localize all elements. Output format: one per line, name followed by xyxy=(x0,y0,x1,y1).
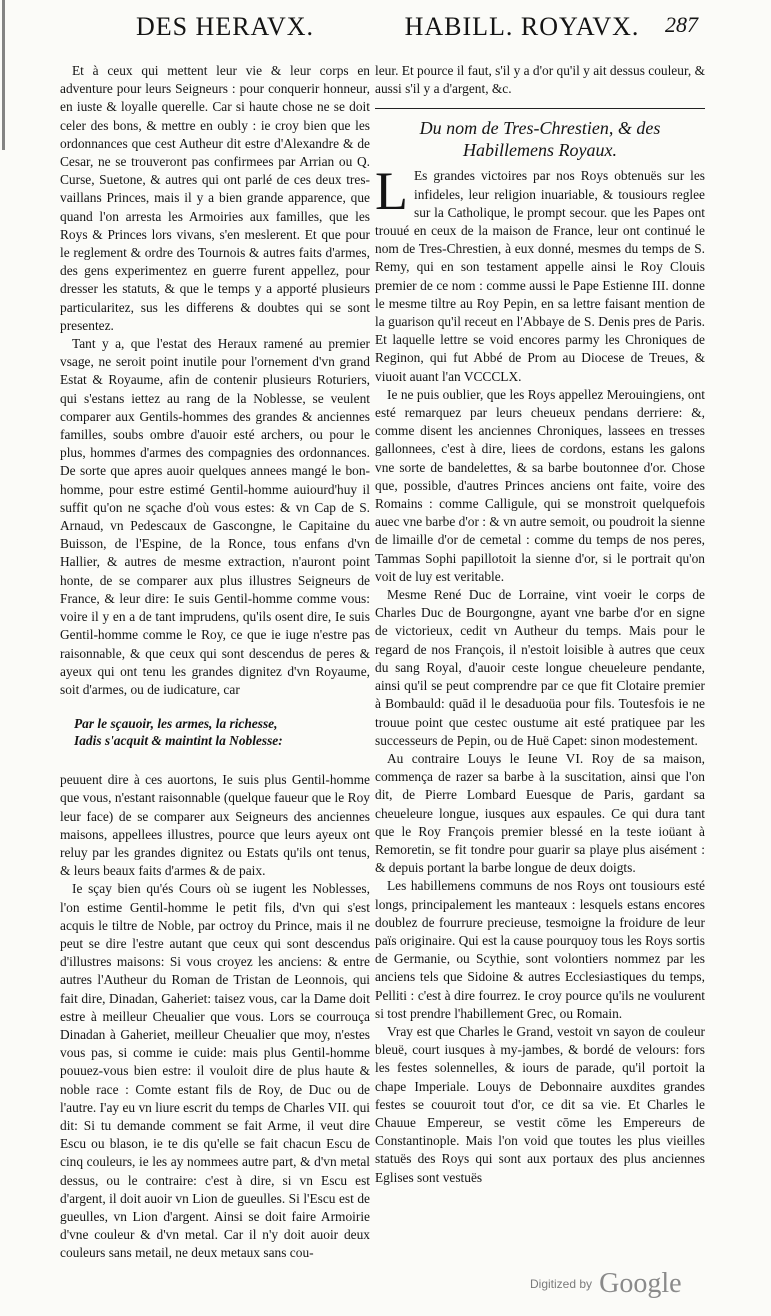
verse-line: Par le sçauoir, les armes, la richesse, xyxy=(74,716,278,732)
google-logo: Google xyxy=(599,1268,682,1299)
paragraph: Au contraire Louys le Ieune VI. Roy de sa maison, commença de razer sa barbe à la suscitation, ainsi que l'on dit, de Pierre Lombard Euesque de Paris, gardant sa cheueleure longue, iusques aux espaules. Ce qui dura tant que le Roy François premier blessé en la teste ioüant à Remoretin, se fit tondre pour guarir sa playe plus aisément : & depuis portant la barbe longue de deux doigts. xyxy=(375,750,705,876)
paragraph: Mesme René Duc de Lorraine, vint voeir le corps de Charles Duc de Bourgongne, ayant vne barbe d'or en signe de victorieux, cedit vn Autheur du temps. Mais pour le regard de nos François, il n'estoit loisible à autres que ceux du sang Royal, d'auoir ceste longue cheueleure pendante, ainsi qu'il se peut comprendre par ce que fit Clotaire premier à Bombauld: quād il le desaduoüa pour fils. Toutesfois ie ne trouue point que cestec oustume ait esté pratiquee par les successeurs de Pepin, ou de Huë Capet: sinon modestement. xyxy=(375,587,705,748)
opening-paragraph-text: Es grandes victoires par nos Roys obtenuës sur les infideles, leur religion inuariable, & tousiours reglee sur la Catholique, le prompt secour. que les Papes ont trouué en ceux de la maison de France, leur ont continué le nom de Tres-Chrestien, à eux donné, mesmes du temps de S. Remy, qui en son testament appelle ainsi le Roy Clouis premier de ce nom : comme aussi le Pape Estienne III. donne le mesme tiltre au Roy Pepin, en sa lettre faisant mention de la guarison qu'il receut en l'Abbaye de S. Denis pres de Paris. Et laquelle lettre se void encores parmy les Chroniques de Reginon, qui fut Abbé de Prom au Diocese de Treues, & viuoit auant l'an VCCCLX. xyxy=(375,168,705,384)
watermark-prefix: Digitized by xyxy=(530,1277,593,1291)
paragraph: Tant y a, que l'estat des Heraux ramené au premier vsage, ne seroit point inutile pour l'ornement d'vn grand Estat & Royaume, afin de contenir plusieurs Roturiers, qui s'estans iettez au rang de la Noblesse, se veulent comparer aux Gentils-hommes des grandes & anciennes familles, soubs ombre d'auoir esté archers, ou pour le plus, hommes d'armes des compagnies des ordonnances. De sorte que apres auoir quelques annees mangé le bon-homme, pour estre estimé Gentil-homme auiourd'huy il suffit qu'on ne sçache d'où vous estes: & vn Cap de S. Arnaud, vn Pedescaux de Gascongne, le Capitaine du Buisson, de l'Espine, de la Ronce, tous enfans d'vn Hallier, & autres de mesme extraction, n'auront point honte, de se comparer aux plus illustres Seigneurs de France, & leur dire: Ie suis Gentil-homme comme vous: voire il y en a de tant imprudens, qu'ils osent dire, Ie suis Gentil-homme comme le Roy, ce que ie iuge n'estre pas raisonnable, & que ceux qui sont descendus de peres & ayeux qui ont tenu les grandes dignitez d'vn Royaume, soit d'armes, ou de iudicature, car xyxy=(60,336,370,697)
page-number: 287 xyxy=(665,12,698,37)
right-column xyxy=(375,62,705,1187)
drop-cap: L xyxy=(375,161,408,222)
section-title: Du nom de Tres-Chrestien, & des Habillemens Royaux. xyxy=(419,118,661,161)
paragraph: Les habillemens communs de nos Roys ont tousiours esté longs, principalement les manteaux : lesquels estans encores doublez de fourrure precieuse, tesmoigne la froidure de leur païs originaire. Qui est la cause pourquoy tous les Roys sortis de Germanie, ou Scythie, sont volontiers nommez par les anciens tels que Sidoine & autres Ecclesiastiques du temps, Pelliti : c'est à dire fourrez. Ie croy pource qu'ils ne voulurent si tost prendre l'habillement Grec, ou Romain. xyxy=(375,878,705,1021)
digitized-watermark xyxy=(530,1268,682,1300)
paragraph: Ie ne puis oublier, que les Roys appellez Merouingiens, ont esté remarquez par leurs cheueux pendans derriere: &, comme disent les anciennes Chroniques, lassees en tresses gallonnees, c'est à dire, liees de cordons, estans les galons vne sorte de bandelettes, & sa barbe boutonnee d'or. Chose que, possible, d'autres Princes anciens ont faite, voire des Romains : comme Calligule, qui se monstroit quelquefois auec vne barbe d'or : & vn autre semoit, ou poudroit la sienne de limaille d'or de cemetal : comme du temps de nos peres, Tammas Sophi papillotoit la sienne d'or, si le portrait qu'on voit de luy est veritable. xyxy=(375,386,706,584)
verse-quotation xyxy=(74,715,370,749)
opening-paragraph xyxy=(375,161,705,385)
paragraph: peuuent dire à ces auortons, Ie suis plus Gentil-homme que vous, n'estant raisonnable (quelque faueur que le Roy leur face) de se comparer aux Seigneurs des anciennes maisons, appellees illustres, pource que leurs ayeux ont reluy par les grandes dignitez ou Estats qu'ils ont tenus, & leurs beaux faits d'armes & de paix. xyxy=(60,772,370,879)
left-column xyxy=(60,62,370,1263)
section-rule xyxy=(375,108,705,109)
verse-line: Iadis s'acquit & maintint la Noblesse: xyxy=(74,733,283,749)
paragraph-continuation: leur. Et pource il faut, s'il y a d'or qu'il y ait dessus couleur, & aussi s'il y a d'argent, &c. xyxy=(375,63,705,97)
page-edge-mark xyxy=(2,0,5,150)
running-head-left: DES HERAVX. xyxy=(135,12,315,41)
running-head-right: HABILL. ROYAVX. xyxy=(404,12,640,41)
paragraph: Vray est que Charles le Grand, vestoit vn sayon de couleur bleuë, court iusques à my-jambes, & bordé de velours: fors les festes solennelles, & iours de parade, qu'il portoit la chape Imperiale. Louys de Debonnaire auxdites grandes festes se couuroit tout d'or, ce dit sa vie. Et Charles le Chauue Empereur, se vestit cōme les Empereurs de Constantinople. Mais l'on void que toutes les plus vieilles statuës des Roys qui sont aux portaux des plus anciennes Eglises sont vestuës xyxy=(375,1023,705,1185)
paragraph: Et à ceux qui mettent leur vie & leur corps en adventure pour leurs Seigneurs : pour conquerir honneur, en iuste & loyalle querelle. Car si haute chose ne se doit celer des bons, & mettre en oubly : ie croy bien que les ordonnances que cest Autheur dit estre d'Alexandre & de Cesar, ne se trouveront pas confirmees par Arrian ou Q. Curse, Suetone, & autres qui ont parlé de ces deux tres-vaillans Princes, mais il y a bien grande apparence, que quand l'on arresta les Armoiries aux familles, que les Roys & Princes lors vivans, s'en meslerent. Et que pour le reglement & ordre des Tournois & autres faits d'armes, des gens experimentez en guerre furent appellez, pour dresser les statuts, & que le temps y a apporté plusieurs particularitez, sus les differens & doubtes qui se sont presentez. xyxy=(60,63,370,333)
paragraph: Ie sçay bien qu'és Cours où se iugent les Noblesses, l'on estime Gentil-homme le petit fils, d'vn qui s'est acquis le tiltre de Noble, par octroy du Prince, mais il ne peut se dire l'estre autant que ceux qui sont descendus d'illustres maisons: Si vous croyez les anciens: & entre autres l'Autheur du Roman de Tristan de Leonnois, qui fait dire, Dinadan, Gaheriet: taisez vous, car la Dame doit estre à meilleur Cheualier que vous. Lors se courrouça Dinadan à Gaheriet, meilleur Cheualier que moy, n'estes vous pas, si comme ie cuide: mais plus Gentil-homme pouuez-vous bien estre: il vouloit dire de plus haute & noble race : Comte estant fils de Roy, de Duc ou de l'autre. I'ay eu vn liure escrit du temps de Charles VII. qui dit: Si tu demande comment se fait Arme, il veut dire Escu ou blason, ie te dis qu'elle se fait chacun Escu de cinq couleurs, ie les ay nommees autre part, & d'vn metal dessus, ou le contraire: c'est à dire, si vn Escu est d'argent, il doit auoir vn Lion de gueulles. Si l'Escu est de gueulles, vn Lion d'argent. Ainsi se doit faire Armoirie d'vne couleur & d'vn metal. Car il n'y doit auoir deux couleurs sans metail, ne deux metaux sans cou- xyxy=(60,881,370,1261)
